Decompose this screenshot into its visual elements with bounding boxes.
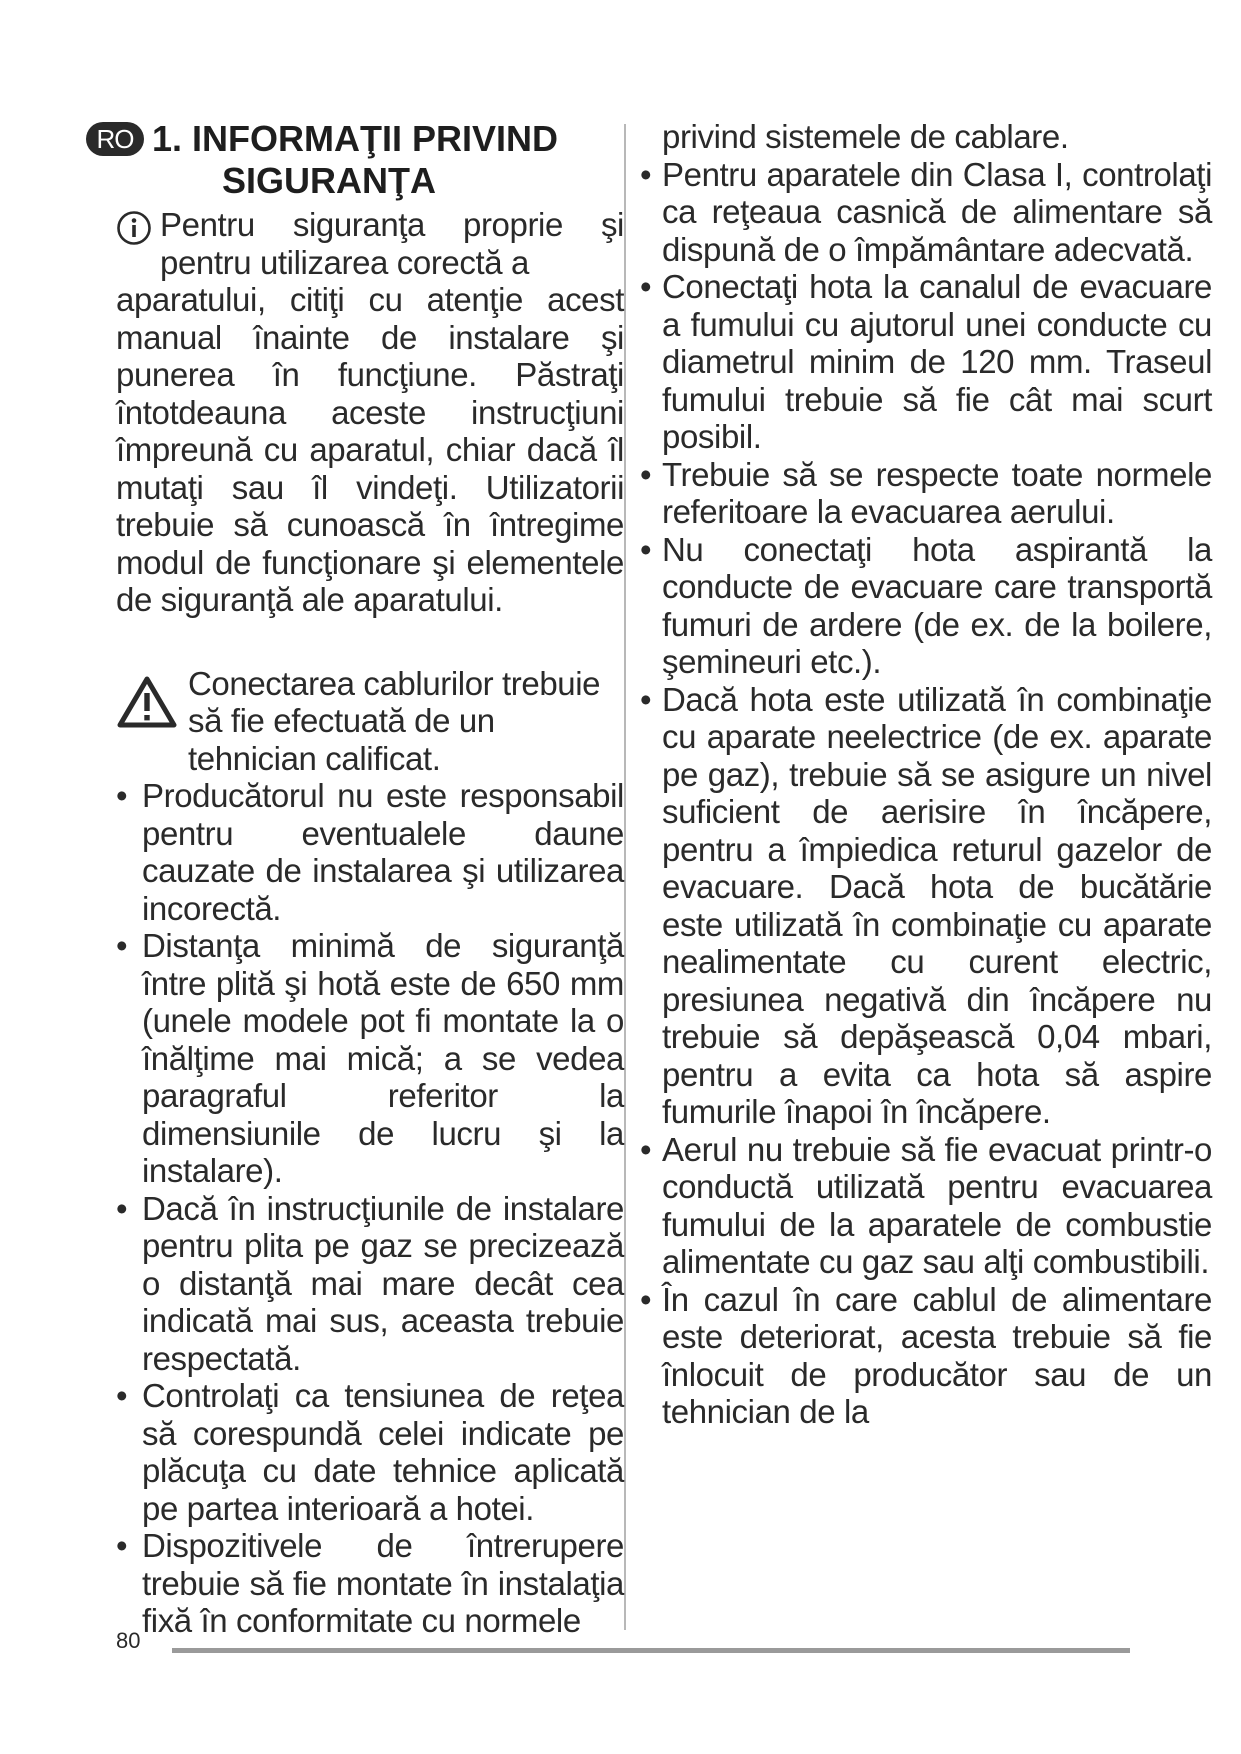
list-item: • Aerul nu trebuie să fie evacuat printr-o conductă utilizată pentru evacuarea fumului de la aparatele de combustie alimentate cu gaz sau alţi combustibili. [640,1131,1212,1281]
list-item: • Dispozitivele de întrerupere trebuie să fie montate în instalaţia fixă în conformitate cu normele [116,1527,624,1640]
list-item: • Dacă hota este utilizată în combinaţie cu aparate neelectrice (de ex. aparate pe gaz), trebuie să se asigure un nivel suficient de aerisire în încăpere, pentru a împiedica returul gazelor de evacuare. Dacă hota de bucătărie este utilizată în combinaţie cu aparate nealimentate cu curent electric, presiunea negativă din încăpere nu trebuie să depăşească 0,04 mbari, pentru a evita ca hota să aspire fumurile înapoi în încăpere. [640,681,1212,1131]
continuation-text: privind sistemele de cablare. [662,118,1069,155]
list-item: • Conectaţi hota la canalul de evacuare a fumului cu ajutorul unei conducte cu diametrul minim de 120 mm. Traseul fumului trebuie să fie cât mai scurt posibil. [640,268,1212,456]
info-note [116,206,624,619]
info-icon [116,210,152,246]
title-line-1: 1. INFORMAŢII PRIVIND [152,118,559,159]
list-item: • Producătorul nu este responsabil pentru eventualele daune cauzate de instalarea şi utilizarea incorectă. [116,777,624,927]
page-number: 80 [116,1628,141,1653]
info-note-body: aparatului, citiţi cu atenţie acest manual înainte de instalare şi punerea în funcţiune. Păstraţi întotdeauna aceste instrucţiuni împreună cu aparatul, chiar dacă îl mutaţi sau îl vindeţi. Utilizatorii trebuie să cunoască în întregime modul de funcţionare şi elementele de siguranţă ale aparatului. [116,281,624,618]
list-item: • Trebuie să se respecte toate normele referitoare la evacuarea aerului. [640,456,1212,531]
left-column [96,118,624,1640]
list-item: • Dacă în instrucţiunile de instalare pentru plita pe gaz se precizează o distanţă mai mare decât cea indicată mai sus, aceasta trebuie respectată. [116,1190,624,1378]
warning-icon [116,675,178,729]
footer-rule [172,1648,1130,1653]
list-item: • În cazul în care cablul de alimentare este deteriorat, acesta trebuie să fie înlocuit de producător sau de un tehnician de la [640,1281,1212,1431]
column-divider [624,124,626,1630]
language-badge: RO [86,122,144,156]
warning-text: Conectarea cablurilor trebuie să fie efectuată de un tehnician calificat. [188,664,601,777]
title-line-2: SIGURANŢA [222,160,436,201]
list-item: • Pentru aparatele din Clasa I, controlaţi ca reţeaua casnică de alimentare să dispună de o împământare adecvată. [640,156,1212,269]
section-title [152,118,558,202]
right-column [640,118,1212,1431]
list-item: • Nu conectaţi hota aspirantă la conducte de evacuare care transportă fumuri de ardere (de ex. de la boilere, şemineuri etc.). [640,531,1212,681]
list-item: • Distanţa minimă de siguranţă între plită şi hotă este de 650 mm (unele modele pot fi montate la o înălţime mai mică; a se vedea paragraful referitor la dimensiunile de lucru şi la instalare). [116,927,624,1190]
section-heading [86,118,624,202]
list-item: • Controlaţi ca tensiunea de reţea să corespundă celei indicate pe plăcuţa cu date tehnice aplicată pe partea interioară a hotei. [116,1377,624,1527]
info-note-first-line: Pentru siguranţa proprie şi pentru utilizarea corectă a [160,206,624,281]
warning-note [116,665,624,778]
